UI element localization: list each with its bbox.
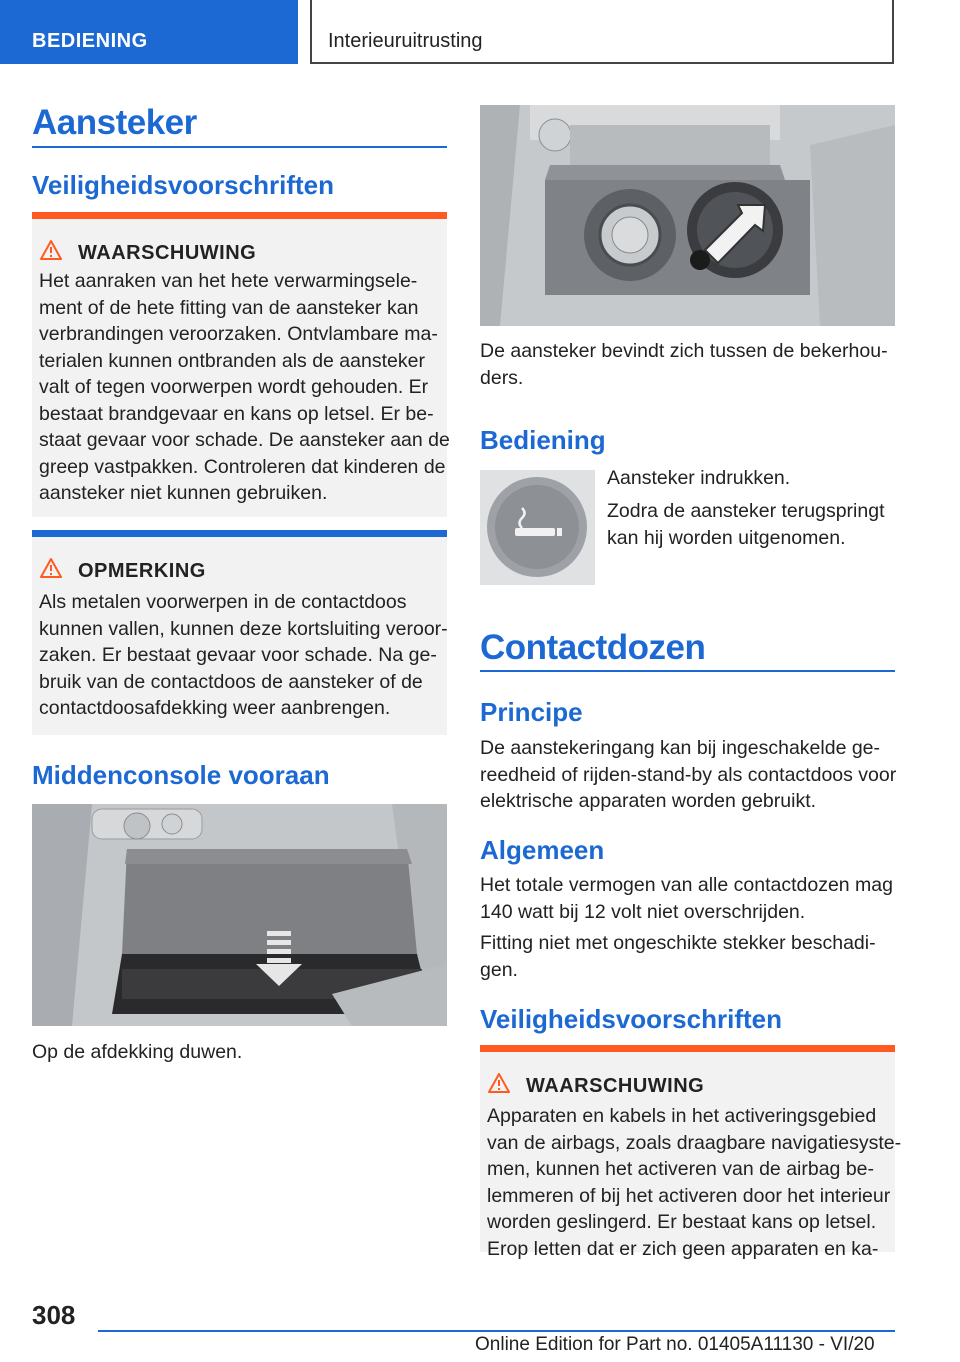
note-text: Als metalen voorwerpen in de contactdoos kunnen vallen, kunnen deze kortsluiting veroor- zaken. Er bestaat gevaar voor schade. Na ge- bruik van de contactdoos de aansteker of de contactdoosafdekking weer aanbrengen. [39, 591, 448, 719]
general-text-1: Het totale vermogen van alle contactdozen mag 140 watt bij 12 volt niet overschrijden. [480, 874, 893, 923]
section-tab: BEDIENING [0, 0, 298, 64]
warning-triangle-icon [40, 558, 62, 578]
warning-label-2: WAARSCHUWING [526, 1075, 705, 1097]
console-caption: Op de afdekking duwen. [32, 1041, 243, 1063]
title-contactdozen: Contactdozen [480, 628, 706, 667]
general-text-2: Fitting niet met ongeschikte stekker beschadi- gen. [480, 932, 876, 981]
lighter-caption: De aansteker bevindt zich tussen de bekerhou- ders. [480, 340, 888, 389]
warning-text: Het aanraken van het hete verwarmingsele- ment of de hete fitting van de aansteker kan verbrandingen veroorzaken. Ontvlambare ma- terialen kunnen ontbranden als de aansteker valt of tegen voorwerpen wordt gehouden. Er bestaat brandgevaar en kans op letsel. Er be- staat gevaar voor schade. De aansteker aan de greep vastpakken. Controleren dat kinderen de aansteker niet kunnen gebruiken. [39, 270, 450, 504]
chapter-title: Interieuruitrusting [310, 0, 894, 64]
heading-safety: Veiligheidsvoorschriften [32, 170, 334, 200]
lighter-button-icon [480, 470, 595, 585]
footer-rule [98, 1330, 895, 1332]
title-rule [480, 670, 895, 672]
page-number: 308 [32, 1300, 76, 1330]
warning-triangle-icon [40, 240, 62, 260]
warning-bar [32, 212, 447, 219]
warning-triangle-icon [488, 1073, 510, 1093]
console-cover-photo [32, 804, 447, 1026]
heading-console: Middenconsole vooraan [32, 760, 330, 790]
heading-general: Algemeen [480, 835, 605, 865]
warning-bar-2 [480, 1045, 895, 1052]
heading-operation: Bediening [480, 425, 606, 455]
lighter-location-photo [480, 105, 895, 326]
title-rule [32, 146, 447, 148]
operation-step1: Aansteker indrukken. [607, 467, 791, 489]
principle-text: De aanstekeringang kan bij ingeschakelde ge- reedheid of rijden-stand-by als contactdoos voor elektrische apparaten worden gebruikt. [480, 737, 897, 812]
footer-edition: Online Edition for Part no. 01405A11130 - VI/20 [475, 1334, 875, 1355]
operation-step2: Zodra de aansteker terugspringt kan hij worden uitgenomen. [607, 500, 885, 549]
warning-label: WAARSCHUWING [78, 242, 257, 264]
heading-safety-2: Veiligheidsvoorschriften [480, 1004, 782, 1034]
title-aansteker: Aansteker [32, 103, 197, 142]
heading-principle: Principe [480, 697, 583, 727]
warning-text-2: Apparaten en kabels in het activeringsgebied van de airbags, zoals draagbare navigatiesyste- men, kunnen het activeren van de airbag be- lemmeren of bij het activeren door het interieur worden geslingerd. Er bestaat kans op letsel. Erop letten dat er zich geen apparaten en ka- [487, 1105, 902, 1260]
note-bar [32, 530, 447, 537]
note-label: OPMERKING [78, 560, 206, 582]
